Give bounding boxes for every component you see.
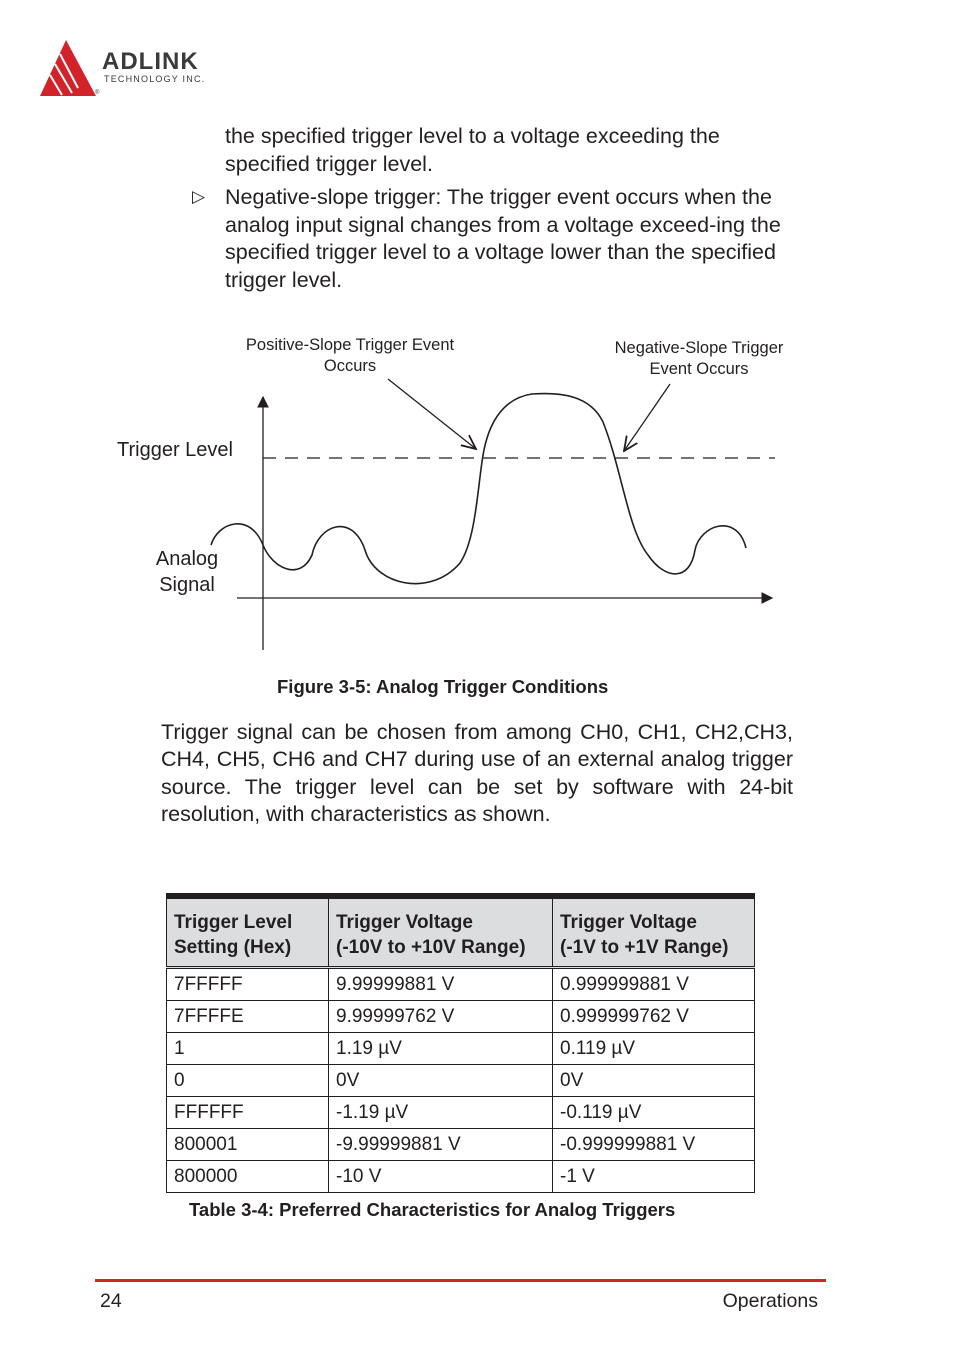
table-cell: 7FFFFF <box>167 968 329 1001</box>
table-row <box>167 1097 755 1129</box>
negative-slope-label-line2: Event Occurs <box>649 360 749 378</box>
table-header-cell <box>329 896 553 968</box>
bullet-triangle-icon: ▷ <box>192 187 206 206</box>
footer-rule <box>95 1279 826 1282</box>
table-cell: 0.999999881 V <box>553 968 755 1001</box>
header-text-line: Trigger Voltage <box>560 912 697 933</box>
table-cell: 0V <box>329 1065 553 1097</box>
paragraph-positive-slope-continuation: the specified trigger level to a voltage exceeding the specified trigger level. <box>225 124 720 176</box>
positive-slope-label-line1: Positive-Slope Trigger Event <box>245 336 455 354</box>
table-cell: 1.19 µV <box>329 1033 553 1065</box>
table-cell: 800000 <box>167 1161 329 1193</box>
logo-registered-mark: ® <box>95 90 100 96</box>
header-text-line: Setting (Hex) <box>174 937 292 958</box>
positive-slope-label-line2: Occurs <box>323 357 377 375</box>
table-header-row <box>167 896 755 968</box>
header-text-line: (-1V to +1V Range) <box>560 937 729 958</box>
analog-signal-curve <box>211 394 746 584</box>
table-cell: 800001 <box>167 1129 329 1161</box>
table-cell: 9.99999881 V <box>329 968 553 1001</box>
table-header-cell <box>167 896 329 968</box>
negative-slope-label <box>588 338 810 380</box>
analog-signal-label-line2: Signal <box>159 574 215 596</box>
table-caption: Table 3-4: Preferred Characteristics for Analog Triggers <box>189 1199 676 1220</box>
table-row <box>167 1129 755 1161</box>
table-cell: -1.19 µV <box>329 1097 553 1129</box>
table-row <box>167 1033 755 1065</box>
analog-signal-label-line1: Analog <box>155 548 219 570</box>
figure-caption: Figure 3-5: Analog Trigger Conditions <box>277 676 609 697</box>
table-cell: -9.99999881 V <box>329 1129 553 1161</box>
table-cell: 9.99999762 V <box>329 1001 553 1033</box>
paragraph-negative-slope: Negative-slope trigger: The trigger event occurs when the analog input signal changes from a voltage exceed-ing the specified trigger level to a voltage lower than the specified trigger level. <box>225 185 781 292</box>
table-cell: 0.999999762 V <box>553 1001 755 1033</box>
footer-section-name: Operations <box>722 1290 818 1312</box>
table-cell: 0.119 µV <box>553 1033 755 1065</box>
trigger-level-label: Trigger Level <box>117 439 233 461</box>
table-cell: 7FFFFE <box>167 1001 329 1033</box>
positive-slope-label <box>222 335 478 377</box>
table-row <box>167 968 755 1001</box>
table-cell: 1 <box>167 1033 329 1065</box>
table-cell: FFFFFF <box>167 1097 329 1129</box>
table-row <box>167 1001 755 1033</box>
table-row <box>167 1161 755 1193</box>
logo-wordmark: ADLINK <box>102 48 199 75</box>
logo-subtitle: TECHNOLOGY INC. <box>104 74 206 84</box>
table-row <box>167 1065 755 1097</box>
table-cell: -0.119 µV <box>553 1097 755 1129</box>
header-text-line: Trigger Voltage <box>336 912 473 933</box>
table-cell: -1 V <box>553 1161 755 1193</box>
table-cell: -0.999999881 V <box>553 1129 755 1161</box>
table-cell: 0 <box>167 1065 329 1097</box>
table-cell: -10 V <box>329 1161 553 1193</box>
negative-slope-arrow <box>624 384 670 451</box>
trigger-characteristics-table <box>166 893 755 1193</box>
header-text-line: (-10V to +10V Range) <box>336 937 526 958</box>
header-text-line: Trigger Level <box>174 912 293 933</box>
analog-signal-label <box>142 546 232 598</box>
page-number: 24 <box>100 1290 122 1312</box>
positive-slope-arrow <box>388 379 476 449</box>
negative-slope-label-line1: Negative-Slope Trigger <box>614 339 784 357</box>
paragraph-trigger-source: Trigger signal can be chosen from among CH0, CH1, CH2,CH3, CH4, CH5, CH6 and CH7 during use of an external analog trigger source. The trigger level can be set by software with 24-bit resolution, with characteristics as shown. <box>161 720 793 826</box>
table-cell: 0V <box>553 1065 755 1097</box>
table-header-cell <box>553 896 755 968</box>
